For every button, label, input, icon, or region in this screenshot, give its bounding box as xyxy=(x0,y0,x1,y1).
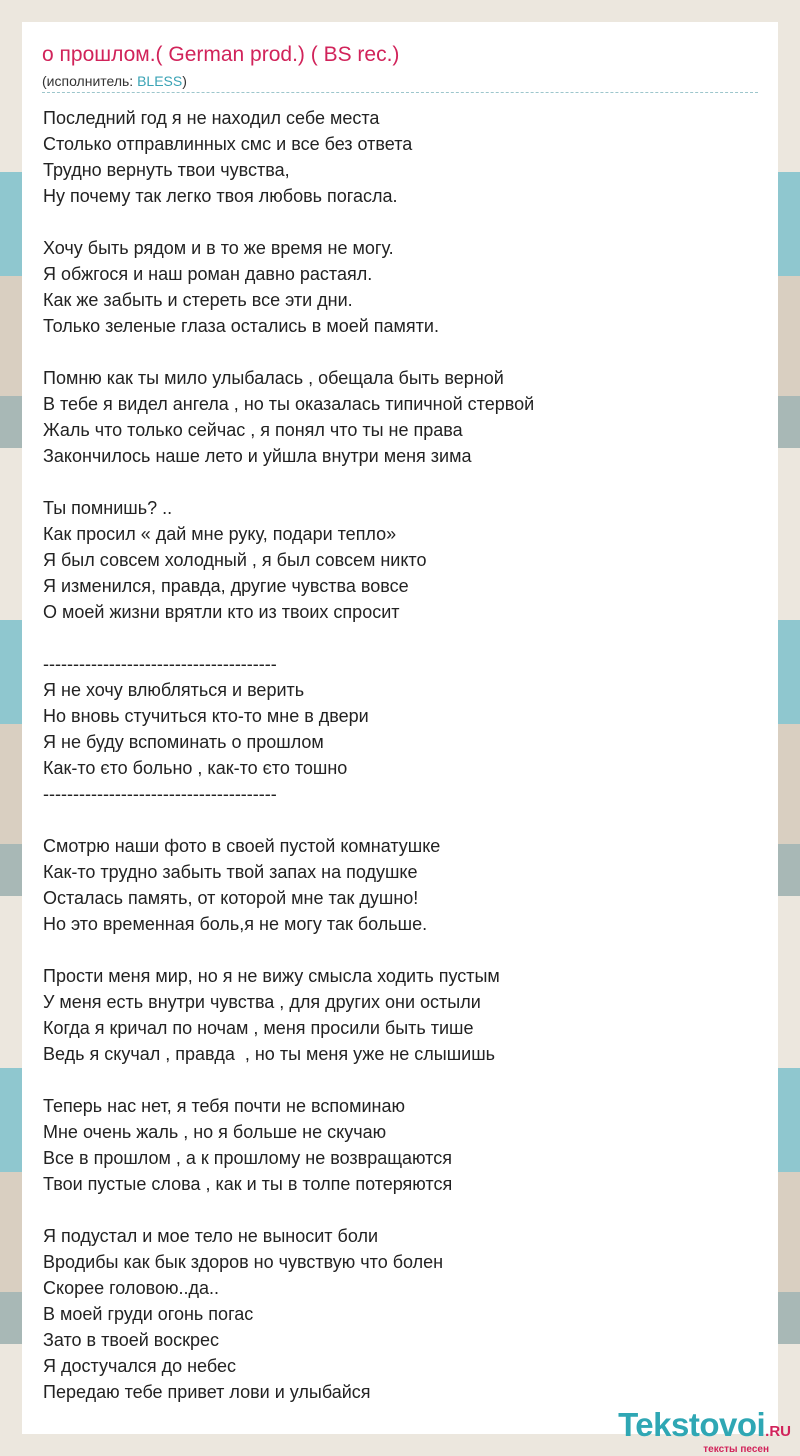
performer-link[interactable]: BLESS xyxy=(137,73,183,89)
lyrics-line: Мне очень жаль , но я больше не скучаю xyxy=(43,1122,387,1142)
lyrics-blank-line xyxy=(43,1067,763,1093)
lyrics-line: Ведь я скучал , правда , но ты меня уже не слышишь xyxy=(43,1044,496,1064)
lyrics-blank-line xyxy=(43,807,763,833)
lyrics-line: Столько отправлинных смс и все без ответа xyxy=(43,134,413,154)
lyrics-line: Когда я кричал по ночам , меня просили быть тише xyxy=(43,1018,474,1038)
song-title: о прошлом.( German prod.) ( BS rec.) xyxy=(42,43,400,66)
performer-label: (исполнитель: xyxy=(42,73,138,89)
lyrics-line: Смотрю наши фото в своей пустой комнатушке xyxy=(43,836,441,856)
site-logo[interactable] xyxy=(618,1407,791,1455)
lyrics-line: В тебе я видел ангела , но ты оказалась типичной стервой xyxy=(43,394,535,414)
lyrics-line: Как же забыть и стереть все эти дни. xyxy=(43,290,353,310)
lyrics-line: Я был совсем холодный , я был совсем никто xyxy=(43,550,427,570)
lyrics-line: --------------------------------------- xyxy=(43,784,277,804)
lyrics-line: Я подустал и мое тело не выносит боли xyxy=(43,1226,379,1246)
lyrics-blank-line xyxy=(43,625,763,651)
lyrics-blank-line xyxy=(43,339,763,365)
logo-name: Tekstovoi xyxy=(618,1406,766,1443)
lyrics-line: Я не буду вспоминать о прошлом xyxy=(43,732,324,752)
lyrics-line: Ты помнишь? .. xyxy=(43,498,173,518)
lyrics-line: Но вновь стучиться кто-то мне в двери xyxy=(43,706,369,726)
logo-tld: .RU xyxy=(765,1423,791,1440)
lyrics-blank-line xyxy=(43,209,763,235)
lyrics-line: Все в прошлом , а к прошлому не возвращаются xyxy=(43,1148,452,1168)
lyrics-line: Трудно вернуть твои чувства, xyxy=(43,160,290,180)
lyrics-line: Вродибы как бык здоров но чувствую что болен xyxy=(43,1252,444,1272)
lyrics-card xyxy=(22,22,778,1434)
lyrics-line: Как-то єто больно , как-то єто тошно xyxy=(43,758,348,778)
lyrics-line: Ну почему так легко твоя любовь погасла. xyxy=(43,186,398,206)
lyrics-blank-line xyxy=(43,1197,763,1223)
performer-close: ) xyxy=(182,73,187,89)
lyrics-line: У меня есть внутри чувства , для других они остыли xyxy=(43,992,481,1012)
lyrics-line: Помню как ты мило улыбалась , обещала быть верной xyxy=(43,368,504,388)
lyrics-line: Как-то трудно забыть твой запах на подушке xyxy=(43,862,418,882)
lyrics-body xyxy=(43,105,763,1405)
lyrics-line: В моей груди огонь погас xyxy=(43,1304,254,1324)
lyrics-line: Я достучался до небес xyxy=(43,1356,236,1376)
lyrics-line: Закончилось наше лето и уйшла внутри меня зима xyxy=(43,446,472,466)
lyrics-line: Но это временная боль,я не могу так больше. xyxy=(43,914,428,934)
lyrics-line: Скорее головою..да.. xyxy=(43,1278,220,1298)
lyrics-line: Я изменился, правда, другие чувства вовсе xyxy=(43,576,409,596)
lyrics-blank-line xyxy=(43,937,763,963)
lyrics-line: Передаю тебе привет лови и улыбайся xyxy=(43,1382,371,1402)
lyrics-line: Я обжгоcя и наш роман давно растаял. xyxy=(43,264,373,284)
lyrics-line: Только зеленые глаза остались в моей памяти. xyxy=(43,316,439,336)
lyrics-line: Как просил « дай мне руку, подари тепло» xyxy=(43,524,397,544)
lyrics-line: Я не хочу влюбляться и верить xyxy=(43,680,305,700)
lyrics-blank-line xyxy=(43,469,763,495)
lyrics-line: Жаль что только сейчас , я понял что ты не права xyxy=(43,420,463,440)
lyrics-line: Прости меня мир, но я не вижу смысла ходить пустым xyxy=(43,966,500,986)
title-divider xyxy=(42,92,758,93)
lyrics-line: Последний год я не находил себе места xyxy=(43,108,380,128)
lyrics-line: О моей жизни врятли кто из твоих спросит xyxy=(43,602,400,622)
lyrics-line: Осталась память, от которой мне так душно! xyxy=(43,888,419,908)
lyrics-line: Теперь нас нет, я тебя почти не вспоминаю xyxy=(43,1096,405,1116)
lyrics-line: Зато в твоей воскрес xyxy=(43,1330,220,1350)
lyrics-line: Твои пустые слова , как и ты в толпе потеряются xyxy=(43,1174,453,1194)
lyrics-line: --------------------------------------- xyxy=(43,654,277,674)
lyrics-line: Хочу быть рядом и в то же время не могу. xyxy=(43,238,394,258)
logo-tagline: тексты песен xyxy=(703,1444,769,1455)
performer-line xyxy=(42,73,187,89)
